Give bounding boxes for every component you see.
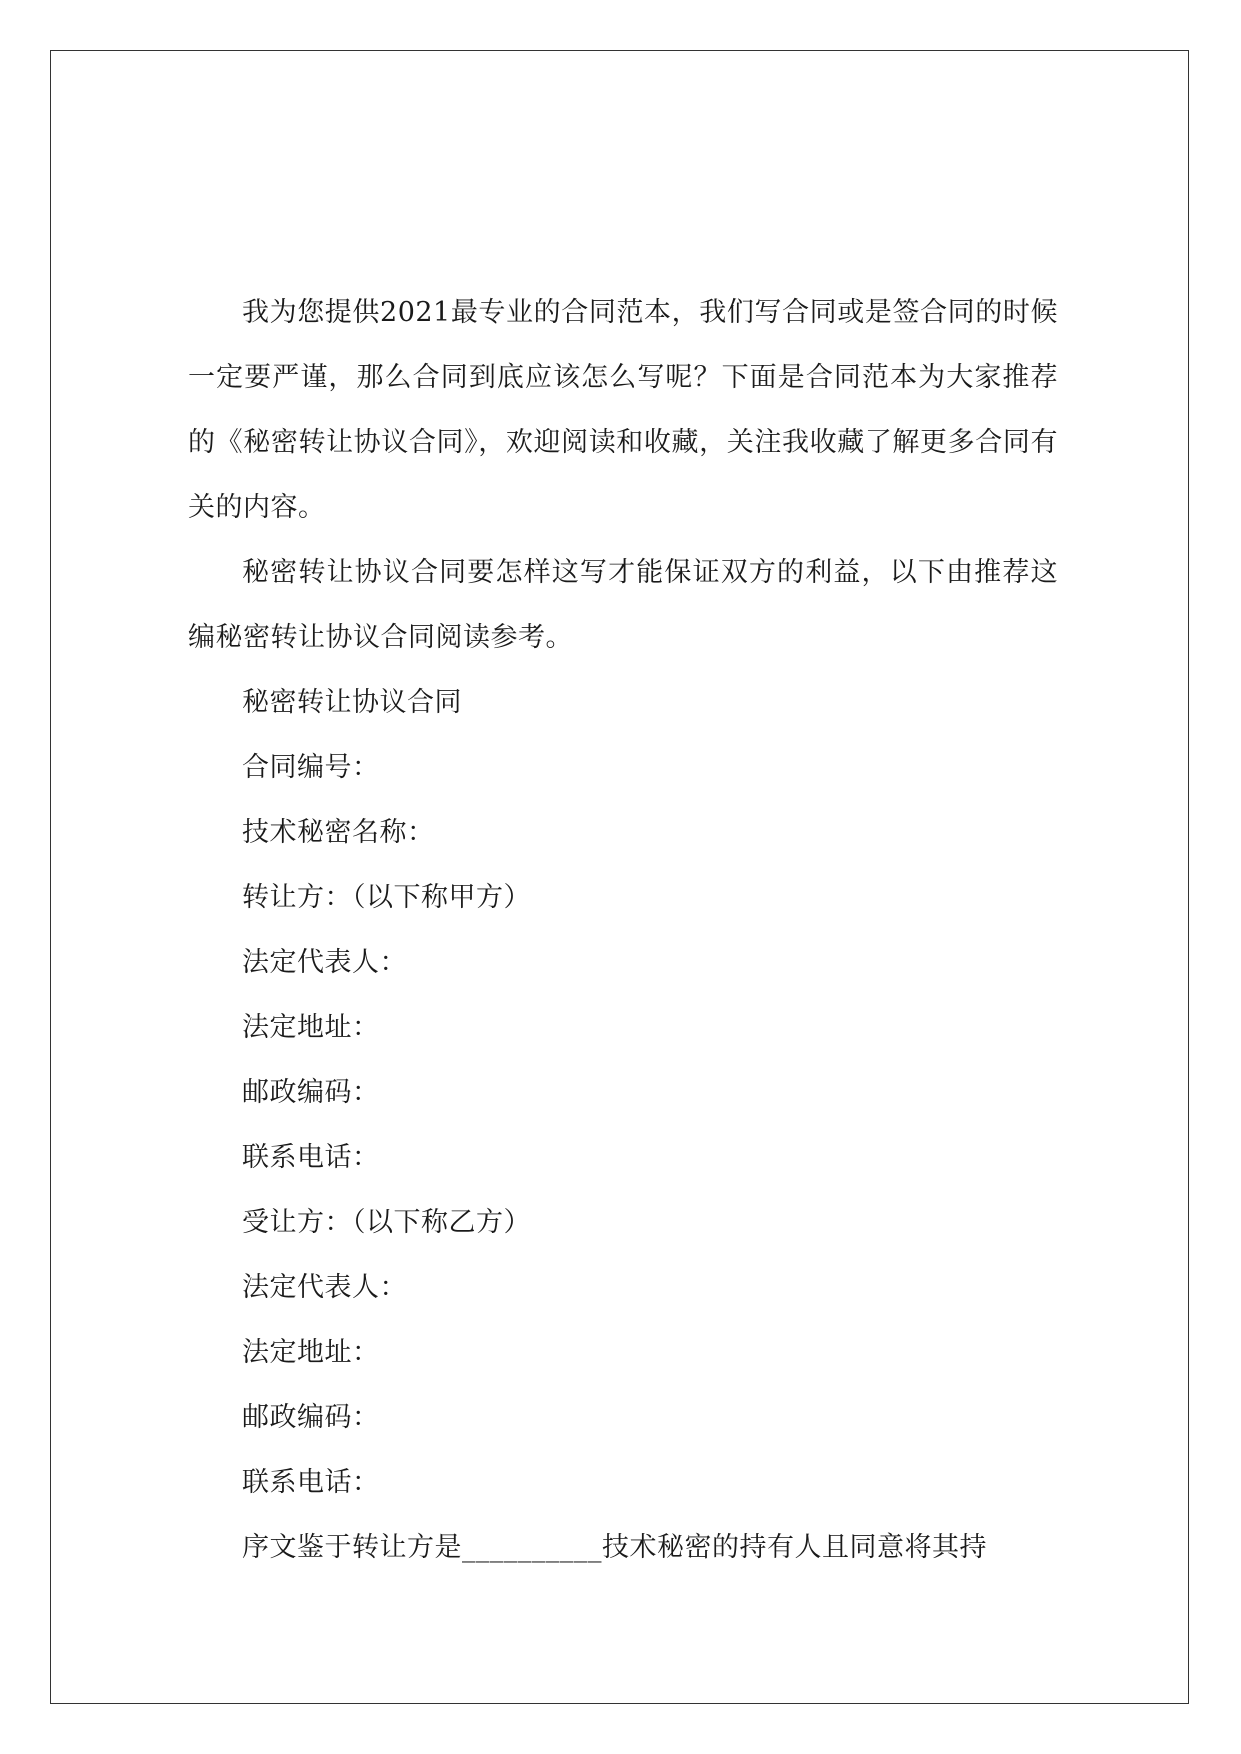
field-transferor-postcode: 邮政编码： [242,1077,380,1108]
preamble-line: 序文鉴于转让方是__________技术秘密的持有人且同意将其持 [242,1532,987,1563]
field-transferor-legal-rep: 法定代表人： [242,947,407,978]
field-contract-number: 合同编号： [242,752,380,783]
document-body [188,280,1058,1580]
field-transferor: 转让方：（以下称甲方） [242,882,531,913]
field-transferor-phone: 联系电话： [242,1142,380,1173]
intro-paragraph: 我为您提供2021最专业的合同范本，我们写合同或是签合同的时候一定要严谨，那么合同到底应该怎么写呢？下面是合同范本为大家推荐的《秘密转让协议合同》，欢迎阅读和收藏，关注我收藏了解更多合同有关的内容。 [188,297,1058,523]
field-transferor-address: 法定地址： [242,1012,380,1043]
field-transferee-postcode: 邮政编码： [242,1402,380,1433]
field-transferee-legal-rep: 法定代表人： [242,1272,407,1303]
second-paragraph: 秘密转让协议合同要怎样这写才能保证双方的利益，以下由推荐这编秘密转让协议合同阅读参考。 [188,557,1058,653]
field-transferee: 受让方：（以下称乙方） [242,1207,531,1238]
contract-title: 秘密转让协议合同 [242,687,462,718]
field-secret-name: 技术秘密名称： [242,817,435,848]
field-transferee-phone: 联系电话： [242,1467,380,1498]
field-transferee-address: 法定地址： [242,1337,380,1368]
